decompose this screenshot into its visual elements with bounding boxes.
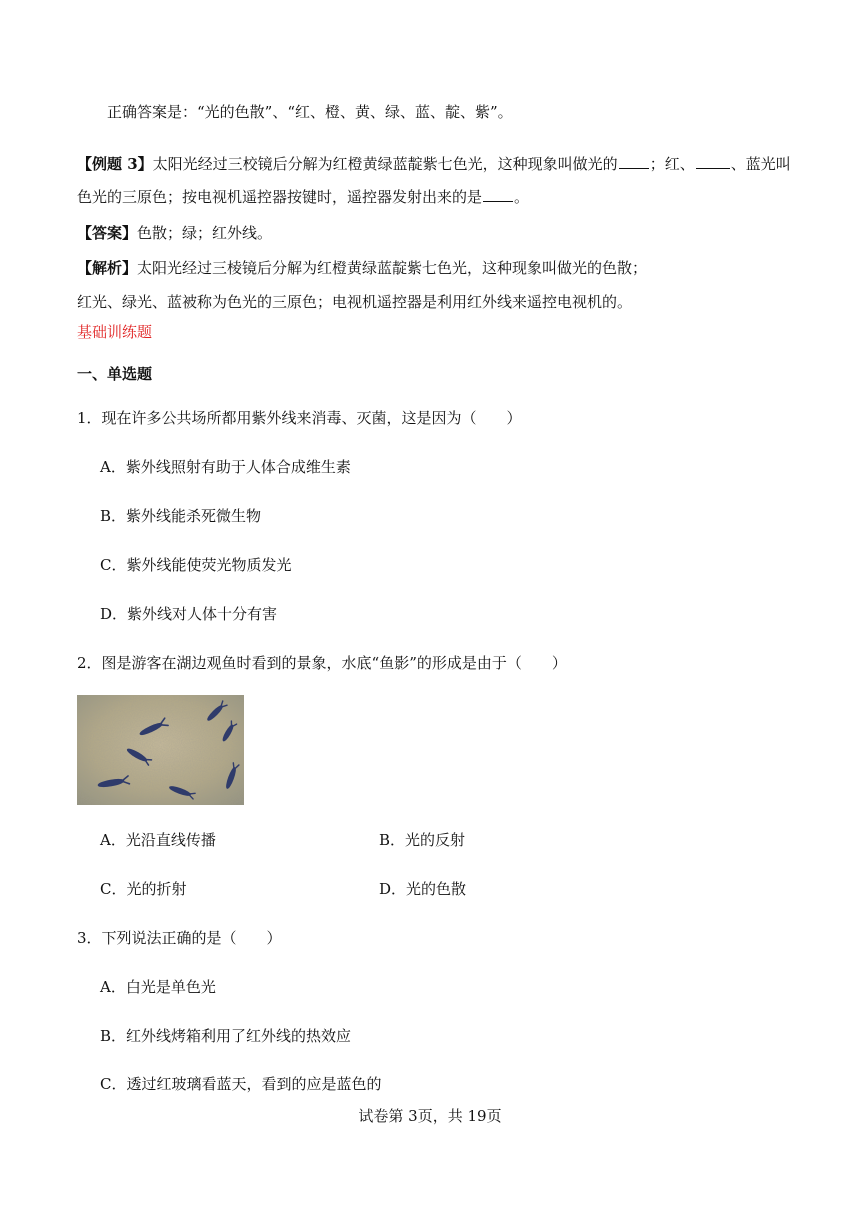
question-2-option-d: D．光的色散 bbox=[379, 880, 467, 898]
question-3-stem: 3．下列说法正确的是（ ） bbox=[77, 929, 282, 947]
analysis-text-2: 红光、绿光、蓝被称为色光的三原色；电视机遥控器是利用红外线来遥控电视机的。 bbox=[77, 293, 633, 311]
part-title: 一、单选题 bbox=[77, 365, 153, 383]
answer-blank bbox=[619, 156, 649, 169]
question-2-stem: 2．图是游客在湖边观鱼时看到的景象，水底“鱼影”的形成是由于（ ） bbox=[77, 654, 567, 672]
example-3-answer bbox=[77, 223, 272, 243]
example-text-c: 、蓝光叫 bbox=[730, 155, 791, 173]
question-1-option-d: D．紫外线对人体十分有害 bbox=[100, 605, 278, 623]
example-tag: 【例题 3】 bbox=[77, 155, 153, 173]
answer-blank bbox=[696, 156, 730, 169]
question-3-option-b: B．红外线烤箱利用了红外线的热效应 bbox=[100, 1027, 352, 1045]
question-2-option-a: A．光沿直线传播 bbox=[100, 831, 216, 849]
question-2-option-b: B．光的反射 bbox=[379, 831, 466, 849]
question-1-stem: 1．现在许多公共场所都用紫外线来消毒、灭菌，这是因为（ ） bbox=[77, 409, 522, 427]
example-3-analysis bbox=[77, 258, 647, 278]
section-title: 基础训练题 bbox=[77, 323, 153, 341]
question-3-option-c: C．透过红玻璃看蓝天，看到的应是蓝色的 bbox=[100, 1075, 382, 1093]
question-3-option-a: A．白光是单色光 bbox=[100, 978, 216, 996]
intro-answer: 正确答案是：“光的色散”、“红、橙、黄、绿、蓝、靛、紫”。 bbox=[107, 103, 513, 121]
question-2-option-c: C．光的折射 bbox=[100, 880, 187, 898]
example-text-d: 色光的三原色；按电视机遥控器按键时，遥控器发射出来的是 bbox=[77, 188, 483, 206]
question-1-option-b: B．紫外线能杀死微生物 bbox=[100, 507, 262, 525]
analysis-tag: 【解析】 bbox=[77, 259, 138, 277]
example-text-e: 。 bbox=[514, 188, 530, 206]
example-3-line2 bbox=[77, 187, 529, 207]
question-1-option-c: C．紫外线能使荧光物质发光 bbox=[100, 556, 292, 574]
fish-photo bbox=[77, 695, 244, 805]
example-text-b: ；红、 bbox=[649, 155, 695, 173]
page-footer: 试卷第 3页，共 19页 bbox=[358, 1107, 502, 1125]
answer-tag: 【答案】 bbox=[77, 224, 138, 242]
example-text-a: 太阳光经过三校镜后分解为红橙黄绿蓝靛紫七色光，这种现象叫做光的 bbox=[152, 155, 618, 173]
answer-blank bbox=[483, 189, 513, 202]
analysis-text-1: 太阳光经过三棱镜后分解为红橙黄绿蓝靛紫七色光，这种现象叫做光的色散； bbox=[137, 259, 648, 277]
answer-text: 色散；绿；红外线。 bbox=[137, 224, 273, 242]
fish-image bbox=[77, 695, 244, 805]
example-3-line1 bbox=[77, 154, 791, 174]
question-1-option-a: A．紫外线照射有助于人体合成维生素 bbox=[100, 458, 351, 476]
